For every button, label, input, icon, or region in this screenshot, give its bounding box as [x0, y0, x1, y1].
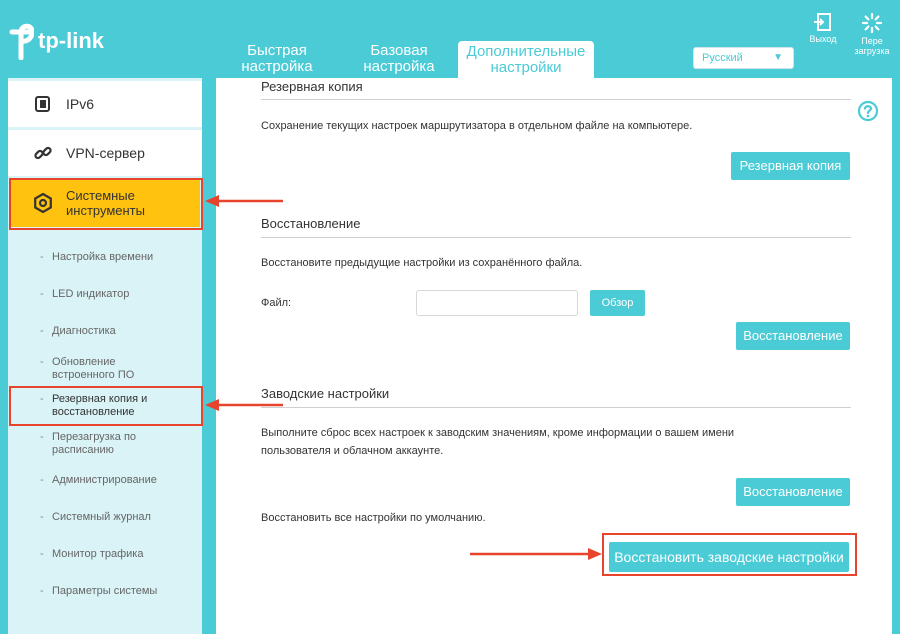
subitem-label: Параметры системы	[52, 585, 158, 597]
logout-button[interactable]	[803, 12, 843, 44]
header	[0, 0, 900, 80]
subitem-label-line1: Обновление	[52, 356, 116, 368]
tab-advanced[interactable]	[458, 41, 594, 80]
restore-defaults-text: Восстановить все настройки по умолчанию.	[261, 512, 486, 524]
dash-marker: -	[40, 288, 44, 300]
factory-description-line1: Выполните сброс всех настроек к заводским значениям, кроме информации о вашем имени	[261, 427, 735, 439]
reboot-icon	[861, 12, 883, 34]
sidebar-item-label: IPv6	[66, 96, 95, 112]
subitem-label-line2: восстановление	[52, 406, 135, 418]
factory-reset-button[interactable]: Восстановить заводские настройки	[609, 542, 849, 572]
tab-label-line2: настройка	[241, 58, 313, 75]
sidebar	[8, 78, 202, 634]
section-title-backup: Резервная копия	[261, 79, 363, 94]
restore-description: Восстановите предыдущие настройки из сохранённого файла.	[261, 257, 583, 269]
subitem-label: Настройка времени	[52, 251, 154, 263]
sidebar-subitem-firmware-update[interactable]	[40, 356, 135, 382]
logout-label: Выход	[809, 34, 837, 44]
subitem-label: Администрирование	[52, 474, 157, 486]
language-select[interactable]	[693, 47, 794, 69]
tab-label-line2: настройки	[490, 59, 562, 76]
logo-text: tp-link	[38, 28, 104, 53]
annotation-highlight-backup-restore	[9, 386, 203, 426]
logout-icon	[813, 12, 833, 32]
dash-marker: -	[40, 474, 44, 486]
section-title-factory: Заводские настройки	[261, 386, 390, 401]
label-line2: инструменты	[66, 203, 145, 218]
browse-button[interactable]: Обзор	[590, 290, 645, 316]
subitem-label: LED индикатор	[52, 288, 130, 300]
sidebar-subitem-traffic-monitor[interactable]	[40, 548, 144, 561]
tab-label-line1: Дополнительные	[466, 43, 586, 60]
backup-description: Сохранение текущих настроек маршрутизатора в отдельном файле на компьютере.	[261, 120, 693, 132]
subitem-label: Системный журнал	[52, 511, 151, 523]
dash-marker: -	[40, 393, 44, 405]
annotation-highlight-factory-reset	[602, 533, 857, 576]
dash-marker: -	[40, 356, 44, 368]
restore-button[interactable]: Восстановление	[736, 322, 850, 350]
dash-marker: -	[40, 548, 44, 560]
subitem-label-line1: Резервная копия и	[52, 393, 148, 405]
sidebar-item-vpn-server[interactable]	[8, 130, 202, 176]
sidebar-subitem-scheduled-reboot[interactable]	[40, 431, 137, 457]
dash-marker: -	[40, 431, 44, 443]
tp-link-logo-icon	[8, 22, 34, 60]
section-divider	[261, 237, 851, 238]
file-path-input[interactable]	[416, 290, 578, 316]
subitem-label-line2: встроенного ПО	[52, 369, 135, 381]
tab-label-line2: настройка	[363, 58, 435, 75]
sidebar-subitem-time-settings[interactable]	[40, 251, 154, 264]
section-divider	[261, 99, 851, 100]
tab-basic[interactable]	[350, 43, 448, 79]
file-label: Файл:	[261, 297, 292, 309]
reboot-button[interactable]	[847, 12, 897, 56]
subitem-label-line2: расписанию	[52, 444, 114, 456]
label-line1: Системные	[66, 188, 135, 203]
annotation-arrow-system-tools	[205, 193, 285, 209]
section-divider	[261, 407, 851, 408]
restore-button-secondary[interactable]: Восстановление	[736, 478, 850, 506]
tab-label-line1: Быстрая	[247, 42, 307, 59]
chevron-down-icon: ▼	[773, 52, 783, 63]
dash-marker: -	[40, 251, 44, 263]
subitem-label: Монитор трафика	[52, 548, 144, 560]
dash-marker: -	[40, 325, 44, 337]
reboot-label-line1: Пере	[861, 36, 883, 46]
sidebar-item-ipv6[interactable]	[8, 81, 202, 127]
sidebar-subitem-diagnostics[interactable]	[40, 325, 116, 338]
factory-description	[261, 424, 734, 460]
reboot-label-line2: загрузка	[854, 46, 890, 56]
sidebar-subitem-administration[interactable]	[40, 474, 157, 487]
sidebar-subitem-system-parameters[interactable]	[40, 585, 158, 598]
vpn-link-icon	[32, 142, 54, 164]
annotation-arrow-backup-restore	[205, 397, 285, 413]
section-title-restore: Восстановление	[261, 216, 361, 231]
sidebar-item-label: VPN-сервер	[66, 145, 145, 161]
sidebar-subitem-system-log[interactable]	[40, 511, 151, 524]
sidebar-subitem-led[interactable]	[40, 288, 130, 301]
dash-marker: -	[40, 585, 44, 597]
backup-button[interactable]: Резервная копия	[731, 152, 850, 180]
annotation-arrow-factory-reset	[470, 546, 602, 562]
tab-quick-setup[interactable]	[226, 43, 328, 79]
language-value: Русский	[702, 52, 743, 64]
tab-label-line1: Базовая	[370, 42, 428, 59]
factory-description-line2: пользователя и облачном аккаунте.	[261, 445, 444, 457]
annotation-highlight-system-tools	[9, 178, 203, 230]
tp-link-logo	[8, 22, 104, 60]
subitem-label: Диагностика	[52, 325, 116, 337]
help-icon[interactable]	[857, 100, 879, 122]
dash-marker: -	[40, 511, 44, 523]
subitem-label-line1: Перезагрузка по	[52, 431, 137, 443]
ipv6-icon	[32, 93, 54, 115]
